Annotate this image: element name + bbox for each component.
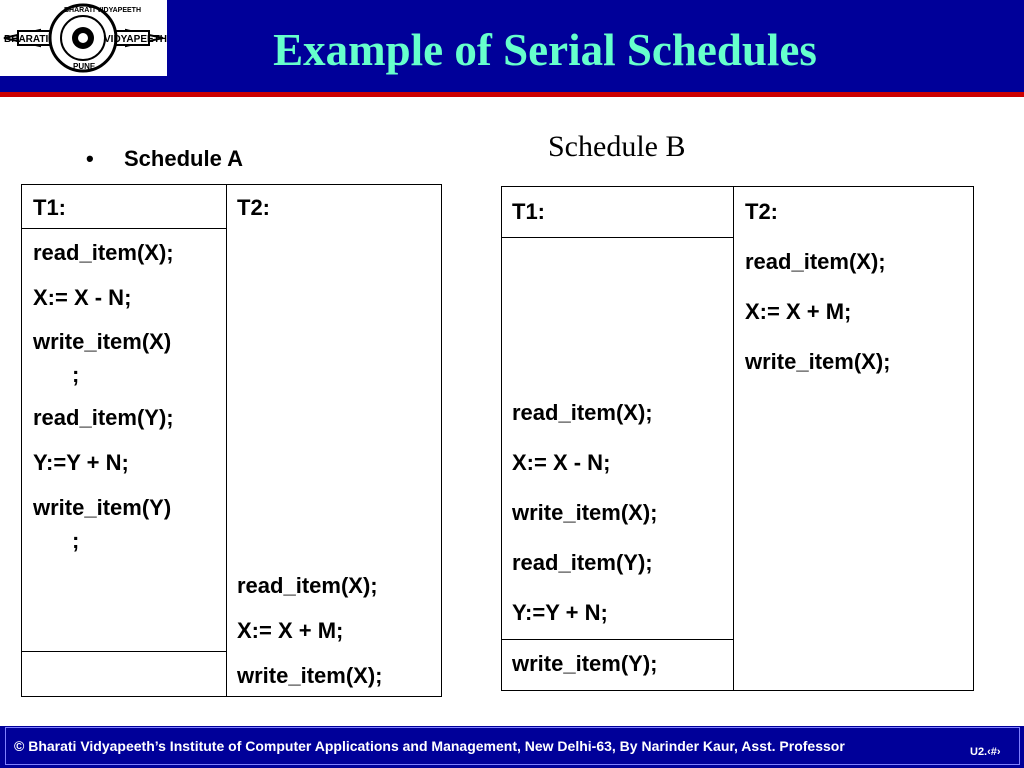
logo-text-right: VIDYAPEETH: [104, 34, 167, 45]
slide-number: U2.‹#›: [970, 746, 1001, 758]
schedule-b-bottom-divider: [501, 639, 734, 640]
schedule-b-t1-op: read_item(Y);: [512, 550, 653, 575]
schedule-a-t1-op: read_item(Y);: [33, 405, 174, 430]
schedule-b-t2-header: T2:: [745, 199, 778, 224]
schedule-b-header-divider: [501, 237, 734, 238]
schedule-a-t1-op: write_item(Y): [33, 495, 172, 520]
schedule-b-t1-op: Y:=Y + N;: [512, 600, 608, 625]
schedule-b-t1-op: X:= X - N;: [512, 450, 611, 475]
schedule-a-t1-op: read_item(X);: [33, 240, 174, 265]
header-red-rule: [0, 92, 1024, 97]
schedule-b-t1-header: T1:: [512, 199, 545, 224]
schedule-b-t1-op: write_item(X);: [512, 500, 658, 525]
schedule-b-t2-op: X:= X + M;: [745, 299, 852, 324]
schedule-a-t1-op: Y:=Y + N;: [33, 450, 129, 475]
schedule-b-t2-op: write_item(X);: [745, 349, 891, 374]
schedule-a-label: [86, 146, 243, 172]
schedule-b-column-divider: [733, 186, 734, 691]
schedule-b-t2-op: read_item(X);: [745, 249, 886, 274]
schedule-a-t2-op: write_item(X);: [237, 663, 383, 688]
institution-logo: [0, 0, 167, 76]
schedule-a-t2-header: T2:: [237, 195, 270, 220]
schedule-b-t1-last-op: write_item(Y);: [512, 651, 658, 676]
schedule-b-label: Schedule B: [548, 130, 686, 163]
schedule-a-t1-op: X:= X - N;: [33, 285, 132, 310]
schedule-a-t2-op: X:= X + M;: [237, 618, 344, 643]
bullet-dot-icon: •: [86, 146, 94, 171]
schedule-b-t1-op: read_item(X);: [512, 400, 653, 425]
schedule-a-t1-op-continuation: ;: [72, 528, 80, 553]
slide-title: Example of Serial Schedules: [273, 25, 817, 75]
schedule-a-t2-op: read_item(X);: [237, 573, 378, 598]
schedule-a-label-text: Schedule A: [124, 146, 243, 171]
schedule-a-t1-header: T1:: [33, 195, 66, 220]
schedule-a-bottom-divider: [21, 651, 227, 652]
logo-text-left: BHARATI: [4, 34, 49, 45]
schedule-a-t1-op: write_item(X): [33, 329, 172, 354]
footer-copyright: © Bharati Vidyapeeth’s Institute of Computer Applications and Management, New Delhi-63, By Narinder Kaur, Asst. Professor: [14, 738, 845, 754]
schedule-a-column-divider: [226, 184, 227, 697]
logo-ring-top: BHARATI VIDYAPEETH: [64, 7, 142, 14]
schedule-a-header-divider: [21, 228, 227, 229]
logo-ring-bottom: PUNE: [73, 62, 96, 71]
schedule-a-t1-op-continuation: ;: [72, 362, 80, 387]
